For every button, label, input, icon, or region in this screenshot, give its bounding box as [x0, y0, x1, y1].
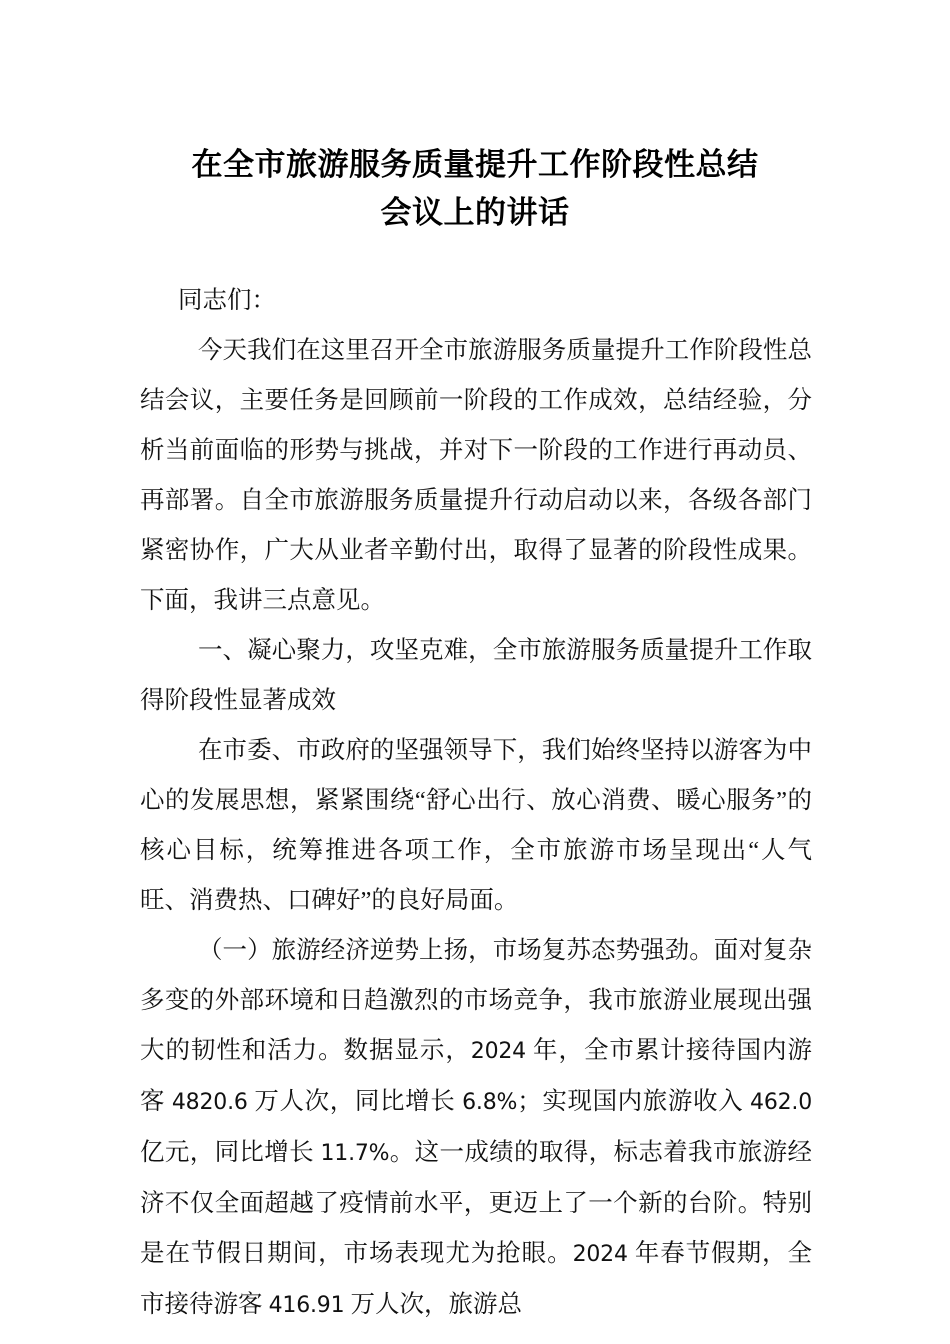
numeric-value: 4820.6 [171, 1090, 248, 1115]
section-heading-one: 一、凝心聚力，攻坚克难，全市旅游服务质量提升工作取得阶段性显著成效 [140, 637, 812, 714]
document-body [140, 276, 812, 1331]
title-line-1: 在全市旅游服务质量提升工作阶段性总结 [191, 146, 759, 183]
numeric-value: 462.0 [750, 1090, 813, 1115]
paragraph-section-one-intro: 在市委、市政府的坚强领导下，我们始终坚持以游客为中心的发展思想，紧紧围绕“舒心出行、放心消费、暖心服务”的核心目标，统筹推进各项工作，全市旅游市场呈现出“人气旺、消费热、口碑好”的良好局面。 [140, 737, 812, 914]
page-title [140, 141, 810, 237]
numeric-value: 2024 [572, 1242, 628, 1267]
numeric-value: 2024 [470, 1039, 526, 1064]
paragraph-subsection-one: （一）旅游经济逆势上扬，市场复苏态势强劲。面对复杂多变的外部环境和日趋激烈的市场竞争，我市旅游业展现出强大的韧性和活力。数据显示，2024 年，全市累计接待国内游客 4820.6 万人次，同比增长 6.8%；实现国内旅游收入 462.0 亿元，同比增长 11.7%。这一成绩的取得，标志着我市旅游经济不仅全面超越了疫情前水平，更迈上了一个新的台阶。特别是在节假日期间，市场表现尤为抢眼。2024 年春节假期，全市接待游客 416.91 万人次，旅游总 [140, 937, 813, 1318]
numeric-value: 416.91 [268, 1293, 345, 1318]
paragraph-opening: 今天我们在这里召开全市旅游服务质量提升工作阶段性总结会议，主要任务是回顾前一阶段的工作成效，总结经验，分析当前面临的形势与挑战，并对下一阶段的工作进行再动员、再部署。自全市旅游服务质量提升行动启动以来，各级各部门紧密协作，广大从业者辛勤付出，取得了显著的阶段性成果。下面，我讲三点意见。 [140, 337, 812, 614]
numeric-value: 11.7% [320, 1141, 390, 1166]
title-line-2: 会议上的讲话 [380, 194, 570, 231]
numeric-value: 6.8% [462, 1090, 518, 1115]
salutation: 同志们： [178, 287, 276, 314]
